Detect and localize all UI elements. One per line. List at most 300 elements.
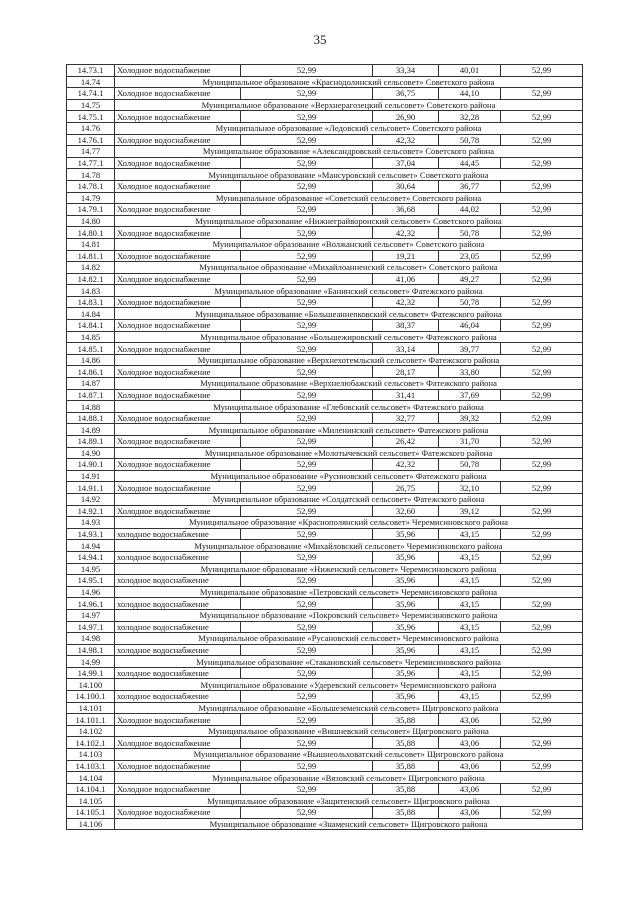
row-code: 14.87.1 — [67, 389, 115, 401]
municipality-title: Муниципальное образование «Нижнеграйворонский сельсовет» Советского района — [115, 215, 583, 227]
tariff-value-1: 52,99 — [241, 575, 373, 587]
tariff-value-1: 52,99 — [241, 366, 373, 378]
row-code: 14.94.1 — [67, 551, 115, 563]
table-row — [67, 111, 583, 123]
row-code: 14.92 — [67, 493, 115, 505]
service-name: Холодное водоснабжение — [115, 204, 241, 216]
service-name: Холодное водоснабжение — [115, 760, 241, 772]
tariff-value-2: 42,32 — [373, 459, 439, 471]
tariff-value-4: 52,99 — [501, 320, 583, 332]
table-row — [67, 528, 583, 540]
tariff-value-4: 52,99 — [501, 621, 583, 633]
tariff-value-4: 52,99 — [501, 157, 583, 169]
municipality-row — [67, 447, 583, 459]
municipality-title: Муниципальное образование «Верхнелюбажский сельсовет» Фатежского района — [115, 378, 583, 390]
municipality-row — [67, 331, 583, 343]
tariff-value-2: 35,88 — [373, 807, 439, 819]
municipality-row — [67, 169, 583, 181]
row-code: 14.91 — [67, 470, 115, 482]
table-row — [67, 575, 583, 587]
row-code: 14.82 — [67, 262, 115, 274]
tariff-value-4: 52,99 — [501, 273, 583, 285]
municipality-title: Муниципальное образование «Краснополянский сельсовет» Черемисиновского района — [115, 517, 583, 529]
table-row — [67, 366, 583, 378]
tariff-value-2: 31,41 — [373, 389, 439, 401]
service-name: Холодное водоснабжение — [115, 88, 241, 100]
tariff-value-4: 52,99 — [501, 667, 583, 679]
service-name: Холодное водоснабжение — [115, 65, 241, 77]
municipality-title: Муниципальное образование «Вышнеольховатский сельсовет» Щигровского района — [115, 749, 583, 761]
tariff-value-1: 52,99 — [241, 389, 373, 401]
row-code: 14.92.1 — [67, 505, 115, 517]
tariff-value-4: 52,99 — [501, 760, 583, 772]
tariff-value-2: 32,77 — [373, 412, 439, 424]
row-code: 14.73.1 — [67, 65, 115, 77]
municipality-title: Муниципальное образование «Русановский сельсовет» Черемисиновского района — [115, 633, 583, 645]
service-name: холодное водоснабжение — [115, 575, 241, 587]
row-code: 14.97 — [67, 609, 115, 621]
row-code: 14.90.1 — [67, 459, 115, 471]
tariff-value-3: 36,77 — [439, 180, 501, 192]
row-code: 14.99 — [67, 656, 115, 668]
service-name: Холодное водоснабжение — [115, 134, 241, 146]
municipality-row — [67, 238, 583, 250]
row-code: 14.104.1 — [67, 783, 115, 795]
tariff-value-3: 43,06 — [439, 760, 501, 772]
tariff-value-1: 52,99 — [241, 482, 373, 494]
tariff-value-2: 33,34 — [373, 65, 439, 77]
row-code: 14.90 — [67, 447, 115, 459]
table-row — [67, 157, 583, 169]
service-name: Холодное водоснабжение — [115, 343, 241, 355]
service-name: Холодное водоснабжение — [115, 459, 241, 471]
row-code: 14.86.1 — [67, 366, 115, 378]
service-name: Холодное водоснабжение — [115, 366, 241, 378]
tariff-value-2: 35,88 — [373, 737, 439, 749]
municipality-title: Муниципальное образование «Мансуровский сельсовет» Советского района — [115, 169, 583, 181]
table-row — [67, 760, 583, 772]
tariff-value-4: 52,99 — [501, 783, 583, 795]
service-name: холодное водоснабжение — [115, 551, 241, 563]
municipality-row — [67, 354, 583, 366]
table-row — [67, 389, 583, 401]
tariff-value-1: 52,99 — [241, 621, 373, 633]
service-name: Холодное водоснабжение — [115, 783, 241, 795]
municipality-row — [67, 656, 583, 668]
row-code: 14.95.1 — [67, 575, 115, 587]
tariff-value-2: 35,88 — [373, 760, 439, 772]
row-code: 14.80 — [67, 215, 115, 227]
municipality-title: Муниципальное образование «Волжанский сельсовет» Советского района — [115, 238, 583, 250]
municipality-title: Муниципальное образование «Михайловский сельсовет» Черемисиновского района — [115, 540, 583, 552]
table-row — [67, 551, 583, 563]
tariff-value-4: 52,99 — [501, 88, 583, 100]
tariff-value-1: 52,99 — [241, 320, 373, 332]
tariff-table-container — [66, 64, 582, 830]
municipality-title: Муниципальное образование «Банинский сельсовет» Фатежского района — [115, 285, 583, 297]
row-code: 14.84 — [67, 308, 115, 320]
row-code: 14.101.1 — [67, 714, 115, 726]
tariff-value-3: 40,01 — [439, 65, 501, 77]
row-code: 14.105.1 — [67, 807, 115, 819]
municipality-row — [67, 563, 583, 575]
municipality-title: Муниципальное образование «Большеаннenковский сельсовет» Фатежского района — [115, 308, 583, 320]
municipality-row — [67, 215, 583, 227]
municipality-title: Муниципальное образование «Защитенский сельсовет» Щигровского района — [115, 795, 583, 807]
municipality-row — [67, 772, 583, 784]
service-name: Холодное водоснабжение — [115, 505, 241, 517]
municipality-title: Муниципальное образование «Знаменский сельсовет» Щигровского района — [115, 818, 583, 830]
tariff-value-1: 52,99 — [241, 714, 373, 726]
row-code: 14.84.1 — [67, 320, 115, 332]
row-code: 14.83.1 — [67, 296, 115, 308]
tariff-value-3: 43,06 — [439, 714, 501, 726]
service-name: Холодное водоснабжение — [115, 157, 241, 169]
municipality-row — [67, 609, 583, 621]
tariff-value-1: 52,99 — [241, 807, 373, 819]
tariff-value-1: 52,99 — [241, 436, 373, 448]
municipality-title: Муниципальное образование «Миленинский сельсовет» Фатежского района — [115, 424, 583, 436]
row-code: 14.105 — [67, 795, 115, 807]
tariff-value-1: 52,99 — [241, 528, 373, 540]
municipality-title: Муниципальное образование «Русиновский сельсовет» Фатежского района — [115, 470, 583, 482]
tariff-value-2: 26,90 — [373, 111, 439, 123]
row-code: 14.78 — [67, 169, 115, 181]
row-code: 14.74.1 — [67, 88, 115, 100]
table-row — [67, 667, 583, 679]
tariff-value-3: 44,45 — [439, 157, 501, 169]
tariff-value-1: 52,99 — [241, 111, 373, 123]
municipality-title: Муниципальное образование «Большеземенский сельсовет» Щигровского района — [115, 702, 583, 714]
tariff-value-3: 44,10 — [439, 88, 501, 100]
tariff-value-3: 43,15 — [439, 667, 501, 679]
table-row — [67, 482, 583, 494]
tariff-value-3: 32,28 — [439, 111, 501, 123]
municipality-title: Муниципальное образование «Покровский сельсовет» Черемисиновского района — [115, 609, 583, 621]
tariff-value-4: 52,99 — [501, 366, 583, 378]
tariff-value-3: 43,15 — [439, 575, 501, 587]
tariff-value-4: 52,99 — [501, 482, 583, 494]
municipality-row — [67, 401, 583, 413]
service-name: Холодное водоснабжение — [115, 436, 241, 448]
municipality-title: Муниципальное образование «Александровский сельсовет» Советского района — [115, 146, 583, 158]
tariff-value-2: 36,68 — [373, 204, 439, 216]
tariff-value-1: 52,99 — [241, 667, 373, 679]
row-code: 14.76 — [67, 122, 115, 134]
tariff-value-3: 33,80 — [439, 366, 501, 378]
tariff-value-3: 43,06 — [439, 783, 501, 795]
row-code: 14.79 — [67, 192, 115, 204]
municipality-title: Муниципальное образование «Солдатский сельсовет» Фатежского района — [115, 493, 583, 505]
table-row — [67, 227, 583, 239]
row-code: 14.83 — [67, 285, 115, 297]
row-code: 14.103 — [67, 749, 115, 761]
tariff-value-4: 52,99 — [501, 714, 583, 726]
tariff-value-2: 26,42 — [373, 436, 439, 448]
municipality-title: Муниципальное образование «Стакановский сельсовет» Черемисиновского района — [115, 656, 583, 668]
municipality-row — [67, 122, 583, 134]
tariff-value-2: 35,96 — [373, 598, 439, 610]
tariff-value-3: 31,70 — [439, 436, 501, 448]
service-name: холодное водоснабжение — [115, 691, 241, 703]
municipality-title: Муниципальное образование «Ниженский сельсовет» Черемисиновского района — [115, 563, 583, 575]
municipality-title: Муниципальное образование «Большежировский сельсовет» Фатежского района — [115, 331, 583, 343]
table-row — [67, 459, 583, 471]
tariff-table — [66, 64, 583, 830]
row-code: 14.81.1 — [67, 250, 115, 262]
table-row — [67, 65, 583, 77]
tariff-value-3: 37,69 — [439, 389, 501, 401]
tariff-value-4: 52,99 — [501, 505, 583, 517]
row-code: 14.100 — [67, 679, 115, 691]
municipality-row — [67, 679, 583, 691]
row-code: 14.85 — [67, 331, 115, 343]
page-number: 35 — [313, 32, 327, 47]
table-row — [67, 273, 583, 285]
municipality-title: Муниципальное образование «Ледовский сельсовет» Советского района — [115, 122, 583, 134]
row-code: 14.102 — [67, 725, 115, 737]
tariff-value-1: 52,99 — [241, 343, 373, 355]
tariff-value-2: 30,64 — [373, 180, 439, 192]
row-code: 14.94 — [67, 540, 115, 552]
tariff-value-2: 35,96 — [373, 528, 439, 540]
municipality-title: Муниципальное образование «Вишневский сельсовет» Щигровского района — [115, 725, 583, 737]
tariff-value-1: 52,99 — [241, 551, 373, 563]
tariff-value-1: 52,99 — [241, 180, 373, 192]
row-code: 14.81 — [67, 238, 115, 250]
row-code: 14.100.1 — [67, 691, 115, 703]
tariff-value-2: 35,88 — [373, 714, 439, 726]
tariff-value-3: 23,05 — [439, 250, 501, 262]
service-name: Холодное водоснабжение — [115, 412, 241, 424]
table-row — [67, 737, 583, 749]
row-code: 14.106 — [67, 818, 115, 830]
tariff-value-2: 35,96 — [373, 551, 439, 563]
tariff-value-1: 52,99 — [241, 296, 373, 308]
tariff-value-3: 49,27 — [439, 273, 501, 285]
municipality-title: Муниципальное образование «Петровский сельсовет» Черемисиновского района — [115, 586, 583, 598]
tariff-value-1: 52,99 — [241, 157, 373, 169]
row-code: 14.97.1 — [67, 621, 115, 633]
service-name: Холодное водоснабжение — [115, 320, 241, 332]
row-code: 14.79.1 — [67, 204, 115, 216]
row-code: 14.98.1 — [67, 644, 115, 656]
tariff-value-1: 52,99 — [241, 204, 373, 216]
table-row — [67, 691, 583, 703]
municipality-row — [67, 146, 583, 158]
row-code: 14.93 — [67, 517, 115, 529]
service-name: Холодное водоснабжение — [115, 807, 241, 819]
municipality-title: Муниципальное образование «Молотычевский сельсовет» Фатежского района — [115, 447, 583, 459]
table-body — [67, 65, 583, 830]
tariff-value-4: 52,99 — [501, 528, 583, 540]
table-row — [67, 204, 583, 216]
row-code: 14.82.1 — [67, 273, 115, 285]
row-code: 14.96 — [67, 586, 115, 598]
row-code: 14.99.1 — [67, 667, 115, 679]
tariff-value-3: 32,10 — [439, 482, 501, 494]
tariff-value-4: 52,99 — [501, 204, 583, 216]
tariff-value-3: 44,02 — [439, 204, 501, 216]
tariff-value-4: 52,99 — [501, 691, 583, 703]
tariff-value-1: 52,99 — [241, 737, 373, 749]
tariff-value-2: 33,14 — [373, 343, 439, 355]
row-code: 14.91.1 — [67, 482, 115, 494]
row-code: 14.104 — [67, 772, 115, 784]
row-code: 14.78.1 — [67, 180, 115, 192]
tariff-value-2: 35,96 — [373, 644, 439, 656]
service-name: холодное водоснабжение — [115, 598, 241, 610]
row-code: 14.85.1 — [67, 343, 115, 355]
tariff-value-2: 38,37 — [373, 320, 439, 332]
tariff-value-1: 52,99 — [241, 691, 373, 703]
tariff-value-2: 35,96 — [373, 621, 439, 633]
tariff-value-2: 35,96 — [373, 575, 439, 587]
tariff-value-4: 52,99 — [501, 389, 583, 401]
row-code: 14.102.1 — [67, 737, 115, 749]
row-code: 14.77.1 — [67, 157, 115, 169]
municipality-title: Муниципальное образование «Краснодолинский сельсовет» Советского района — [115, 76, 583, 88]
row-code: 14.98 — [67, 633, 115, 645]
row-code: 14.87 — [67, 378, 115, 390]
municipality-row — [67, 633, 583, 645]
tariff-value-3: 43,15 — [439, 528, 501, 540]
row-code: 14.75 — [67, 99, 115, 111]
service-name: холодное водоснабжение — [115, 644, 241, 656]
tariff-value-3: 39,12 — [439, 505, 501, 517]
tariff-value-4: 52,99 — [501, 180, 583, 192]
tariff-value-1: 52,99 — [241, 65, 373, 77]
tariff-value-1: 52,99 — [241, 227, 373, 239]
tariff-value-4: 52,99 — [501, 644, 583, 656]
service-name: холодное водоснабжение — [115, 667, 241, 679]
municipality-row — [67, 493, 583, 505]
table-row — [67, 783, 583, 795]
tariff-value-4: 52,99 — [501, 807, 583, 819]
table-row — [67, 644, 583, 656]
service-name: холодное водоснабжение — [115, 528, 241, 540]
row-code: 14.75.1 — [67, 111, 115, 123]
tariff-value-4: 52,99 — [501, 551, 583, 563]
municipality-title: Муниципальное образование «Вязовский сельсовет» Щигровского района — [115, 772, 583, 784]
tariff-value-3: 50,78 — [439, 134, 501, 146]
row-code: 14.86 — [67, 354, 115, 366]
municipality-row — [67, 749, 583, 761]
tariff-value-4: 52,99 — [501, 134, 583, 146]
service-name: Холодное водоснабжение — [115, 482, 241, 494]
tariff-value-2: 32,60 — [373, 505, 439, 517]
table-row — [67, 88, 583, 100]
tariff-value-4: 52,99 — [501, 343, 583, 355]
table-row — [67, 505, 583, 517]
tariff-value-1: 52,99 — [241, 644, 373, 656]
tariff-value-1: 52,99 — [241, 459, 373, 471]
municipality-row — [67, 725, 583, 737]
service-name: Холодное водоснабжение — [115, 111, 241, 123]
municipality-row — [67, 540, 583, 552]
tariff-value-1: 52,99 — [241, 412, 373, 424]
row-code: 14.96.1 — [67, 598, 115, 610]
municipality-row — [67, 818, 583, 830]
table-row — [67, 412, 583, 424]
table-row — [67, 180, 583, 192]
municipality-row — [67, 795, 583, 807]
service-name: холодное водоснабжение — [115, 621, 241, 633]
municipality-row — [67, 586, 583, 598]
service-name: Холодное водоснабжение — [115, 714, 241, 726]
tariff-value-4: 52,99 — [501, 412, 583, 424]
table-row — [67, 296, 583, 308]
municipality-row — [67, 308, 583, 320]
tariff-value-2: 35,96 — [373, 667, 439, 679]
tariff-value-2: 19,21 — [373, 250, 439, 262]
table-row — [67, 134, 583, 146]
service-name: Холодное водоснабжение — [115, 180, 241, 192]
municipality-row — [67, 424, 583, 436]
municipality-title: Муниципальное образование «Советский сельсовет» Советского района — [115, 192, 583, 204]
tariff-value-4: 52,99 — [501, 250, 583, 262]
row-code: 14.88 — [67, 401, 115, 413]
municipality-row — [67, 378, 583, 390]
tariff-value-2: 36,75 — [373, 88, 439, 100]
tariff-value-3: 43,15 — [439, 551, 501, 563]
row-code: 14.74 — [67, 76, 115, 88]
row-code: 14.76.1 — [67, 134, 115, 146]
tariff-value-3: 43,15 — [439, 598, 501, 610]
municipality-row — [67, 470, 583, 482]
row-code: 14.101 — [67, 702, 115, 714]
table-row — [67, 436, 583, 448]
tariff-value-2: 35,96 — [373, 691, 439, 703]
tariff-value-4: 52,99 — [501, 598, 583, 610]
municipality-row — [67, 76, 583, 88]
tariff-value-1: 52,99 — [241, 134, 373, 146]
row-code: 14.77 — [67, 146, 115, 158]
table-row — [67, 714, 583, 726]
tariff-value-4: 52,99 — [501, 65, 583, 77]
row-code: 14.89 — [67, 424, 115, 436]
tariff-value-1: 52,99 — [241, 783, 373, 795]
tariff-value-1: 52,99 — [241, 88, 373, 100]
row-code: 14.103.1 — [67, 760, 115, 772]
table-row — [67, 598, 583, 610]
tariff-value-2: 42,32 — [373, 227, 439, 239]
tariff-value-4: 52,99 — [501, 227, 583, 239]
row-code: 14.88.1 — [67, 412, 115, 424]
municipality-title: Муниципальное образование «Глебовский сельсовет» Фатежского района — [115, 401, 583, 413]
row-code: 14.80.1 — [67, 227, 115, 239]
table-row — [67, 343, 583, 355]
tariff-value-3: 50,78 — [439, 227, 501, 239]
municipality-title: Муниципальное образование «Верхнерагозецкий сельсовет» Советского района — [115, 99, 583, 111]
tariff-value-3: 43,06 — [439, 737, 501, 749]
tariff-value-3: 46,04 — [439, 320, 501, 332]
tariff-value-2: 37,04 — [373, 157, 439, 169]
municipality-title: Муниципальное образование «Удеревский сельсовет» Черемисиновского района — [115, 679, 583, 691]
tariff-value-4: 52,99 — [501, 296, 583, 308]
row-code: 14.89.1 — [67, 436, 115, 448]
service-name: Холодное водоснабжение — [115, 389, 241, 401]
municipality-row — [67, 285, 583, 297]
tariff-value-2: 35,88 — [373, 783, 439, 795]
service-name: Холодное водоснабжение — [115, 227, 241, 239]
tariff-value-3: 39,77 — [439, 343, 501, 355]
service-name: Холодное водоснабжение — [115, 737, 241, 749]
tariff-value-3: 50,78 — [439, 296, 501, 308]
table-row — [67, 807, 583, 819]
service-name: Холодное водоснабжение — [115, 296, 241, 308]
tariff-value-3: 43,15 — [439, 621, 501, 633]
